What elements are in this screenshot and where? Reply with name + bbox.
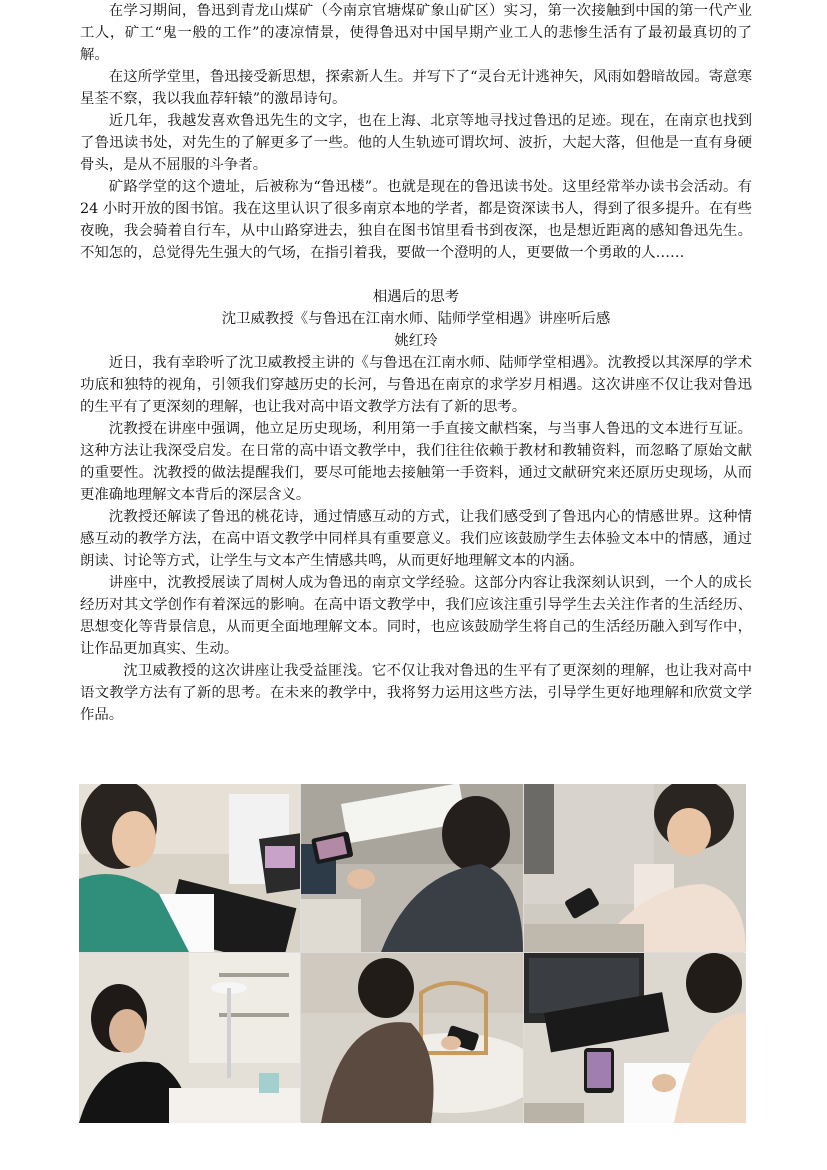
paragraph: 在这所学堂里，鲁迅接受新思想，探索新人生。并写下了“灵台无计逃神矢，风雨如磐暗故园。寄意寒星荃不察，我以我血荐轩辕”的激昂诗句。 [80,69,752,107]
article-subtitle: 沈卫威教授《与鲁迅在江南水师、陆师学堂相遇》讲座听后感 [221,311,611,327]
photo-collage [79,784,745,1122]
photo-teacher-tablet-desk [301,784,523,952]
photo-teacher-lamp-desk [79,953,300,1123]
paragraph: 近日，我有幸聆听了沈卫威教授主讲的《与鲁迅在江南水师、陆师学堂相遇》。沈教授以其深厚的学术功底和独特的视角，引领我们穿越历史的长河，与鲁迅在南京的求学岁月相遇。这次讲座不仅让我对鲁迅的生平有了更深刻的理解，也让我对高中语文教学方法有了新的思考。 [80,355,752,415]
photo-teacher-phone-office [524,784,746,952]
paragraph: 近几年，我越发喜欢鲁迅先生的文字，也在上海、北京等地寻找过鲁迅的足迹。现在，在南京也找到了鲁迅读书处，对先生的了解更多了一些。他的人生轨迹可谓坎坷、波折，大起大落，但他是一直有身硬骨头，是从不屈服的斗争者。 [80,113,752,173]
paragraph: 沈教授还解读了鲁迅的桃花诗，通过情感互动的方式，让我们感受到了鲁迅内心的情感世界。这种情感互动的教学方法，在高中语文教学中同样具有重要意义。我们应该鼓励学生去体验文本中的情感，通过朗读、讨论等方式，让学生与文本产生情感共鸣，从而更好地理解文本的内涵。 [80,509,752,569]
photo-teacher-laptop-notes [79,784,300,952]
section-gap [80,264,752,286]
paragraph: 在学习期间，鲁迅到青龙山煤矿（今南京官塘煤矿象山矿区）实习，第一次接触到中国的第一代产业工人，矿工“鬼一般的工作”的凄凉情景，使得鲁迅对中国早期产业工人的悲惨生活有了最初最真切的了解。 [80,3,752,63]
paragraph: 讲座中，沈教授展读了周树人成为鲁迅的南京文学经验。这部分内容让我深刻认识到，一个人的成长经历对其文学创作有着深远的影响。在高中语文教学中，我们应该注重引导学生去关注作者的生活经历、思想变化等背景信息，从而更全面地理解文本。同时，也应该鼓励学生将自己的生活经历融入到写作中，让作品更加真实、生动。 [80,575,752,657]
article-author: 姚红玲 [394,333,438,349]
intro-section [80,0,752,264]
article-heading: 相遇后的思考 [372,289,460,305]
document-page [80,0,752,726]
paragraph: 矿路学堂的这个遗址，后被称为“鲁迅楼”。也就是现在的鲁迅读书处。这里经常举办读书会活动。有 24 小时开放的图书馆。我在这里认识了很多南京本地的学者，都是资深读书人，得到了很多提升。在有些夜晚，我会骑着自行车，从中山路穿进去，独自在图书馆里看书到夜深，也是想近距离的感知鲁迅先生。不知怎的，总觉得先生强大的气场，在指引着我，要做一个澄明的人，更要做一个勇敢的人…… [80,179,752,261]
photo-teacher-phone-round-table [301,953,523,1123]
paragraph: 沈教授在讲座中强调，他立足历史现场，利用第一手直接文献档案，与当事人鲁迅的文本进行互证。这种方法让我深受启发。在日常的高中语文教学中，我们往往依赖于教材和教辅资料，而忽略了原始文献的重要性。沈教授的做法提醒我们，要尽可能地去接触第一手资料，通过文献研究来还原历史现场，从而更准确地理解文本背后的深层含义。 [80,421,752,503]
article-section [80,286,752,726]
paragraph: 沈卫威教授的这次讲座让我受益匪浅。它不仅让我对鲁迅的生平有了更深刻的理解，也让我对高中语文教学方法有了新的思考。在未来的教学中，我将努力运用这些方法，引导学生更好地理解和欣赏文学作品。 [80,663,752,723]
photo-teacher-phone-writing [524,953,746,1123]
